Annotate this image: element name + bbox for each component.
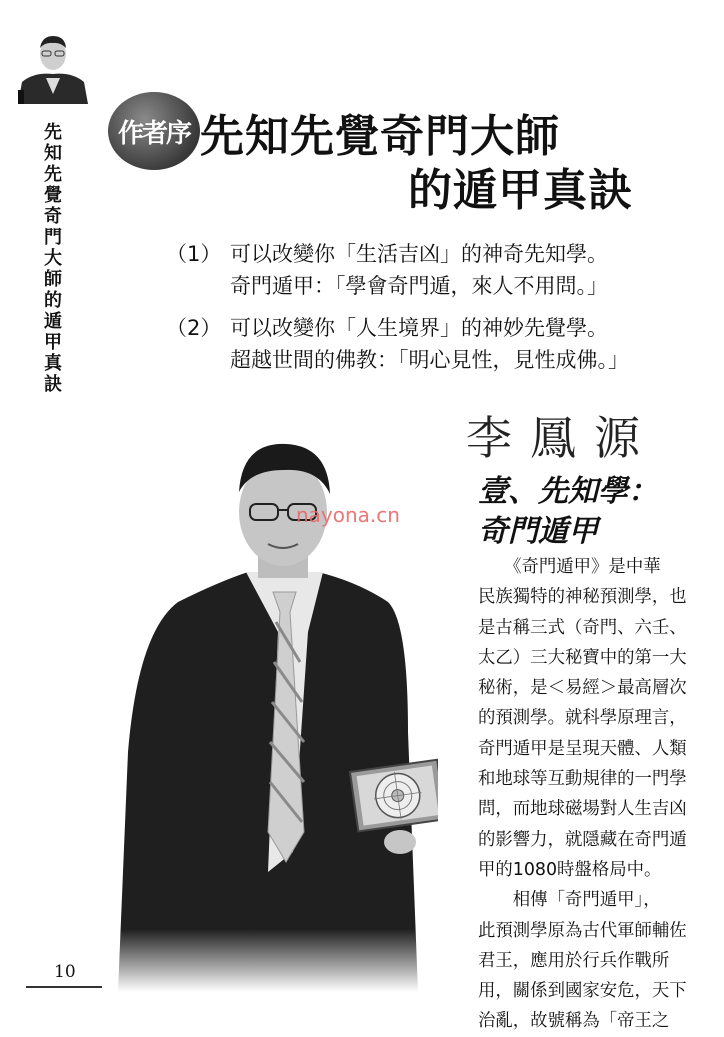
body-line: 秘術，是＜易經＞最高層次 xyxy=(478,678,687,699)
body-line: 相傳「奇門遁甲」， xyxy=(478,890,661,911)
page-number-rule xyxy=(26,986,102,988)
body-line: 治亂，故號稱為「帝王之 xyxy=(478,1011,670,1032)
body-line: 奇門遁甲是呈現天體、人類 xyxy=(478,738,687,759)
body-line: 是古稱三式（奇門、六壬、 xyxy=(478,617,687,638)
point-2-line-1: 可以改變你「人生境界」的神妙先覺學。 xyxy=(230,316,608,340)
page-title-line-2: 的遁甲真訣 xyxy=(408,165,633,216)
body-line: 民族獨特的神秘預測學，也 xyxy=(478,587,687,608)
section-heading-line-1: 壹、先知學： xyxy=(478,474,658,509)
point-1-line-2: 奇門遁甲：「學會奇門遁，來人不用問。」 xyxy=(230,274,608,298)
point-2-line-2: 超越世間的佛教：「明心見性，見性成佛。」 xyxy=(230,348,629,372)
body-line: 的預測學。就科學原理言， xyxy=(478,708,687,729)
body-line: 問，而地球磁場對人生吉凶 xyxy=(478,799,687,820)
side-running-title: 先知先覺奇門大師的遁甲真訣 xyxy=(44,122,62,395)
point-1-number: （1） xyxy=(166,242,222,266)
page-title-line-1: 先知先覺奇門大師 xyxy=(200,111,560,162)
body-text-column xyxy=(478,552,700,1037)
preface-badge-label: 作者序 xyxy=(117,118,190,149)
point-2-number: （2） xyxy=(166,316,222,340)
watermark-text: nayona.cn xyxy=(296,503,400,527)
body-line: 甲的1080時盤格局中。 xyxy=(478,859,662,880)
body-line: 和地球等互動規律的一門學 xyxy=(478,769,687,790)
body-line: 太乙）三大秘寶中的第一大 xyxy=(478,647,687,668)
page-number: 10 xyxy=(54,962,76,982)
body-line: 用，關係到國家安危，天下 xyxy=(478,981,687,1002)
preface-badge xyxy=(108,92,200,170)
author-thumbnail-image xyxy=(14,32,92,104)
section-heading-line-2: 奇門遁甲 xyxy=(478,514,598,549)
body-line: 此預測學原為古代軍師輔佐 xyxy=(478,920,687,941)
body-line: 君王，應用於行兵作戰所 xyxy=(478,950,670,971)
body-line: 《奇門遁甲》是中華 xyxy=(478,557,661,577)
body-line: 的影響力，就隱藏在奇門遁 xyxy=(478,829,687,850)
author-name: 李鳳源 xyxy=(466,411,658,465)
point-1-line-1: 可以改變你「生活吉凶」的神奇先知學。 xyxy=(230,242,608,266)
